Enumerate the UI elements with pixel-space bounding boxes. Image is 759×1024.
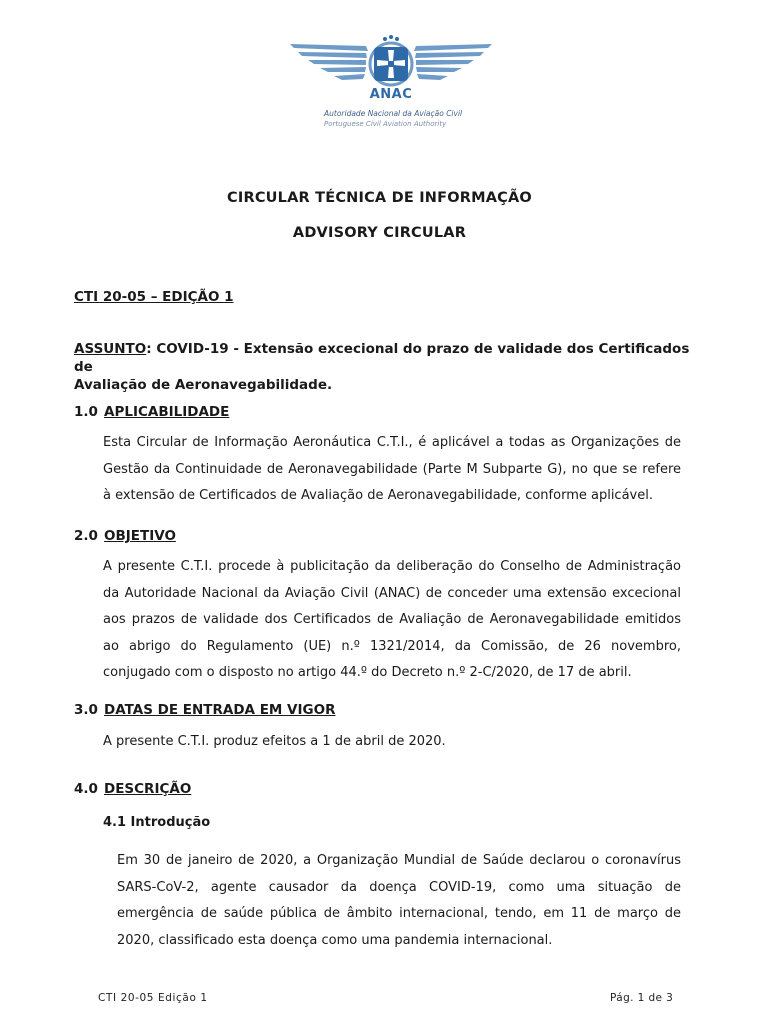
section-2-paragraph <box>103 554 681 687</box>
section-heading-1 <box>74 404 229 420</box>
anac-logo <box>286 34 496 134</box>
winged-cross-emblem <box>286 34 496 94</box>
paragraph-line: A presente C.T.I. procede à publicitação da deliberação do Conselho de Administração <box>103 559 681 574</box>
subject-block <box>74 340 694 394</box>
logo-acronym: ANAC <box>369 87 413 102</box>
section-number: 4.0 <box>74 781 98 797</box>
section-heading-3 <box>74 702 335 718</box>
document-reference: CTI 20-05 – EDIÇÃO 1 <box>74 289 234 305</box>
subject-label: ASSUNTO <box>74 341 147 357</box>
footer-document-id: CTI 20-05 Edição 1 <box>98 992 208 1004</box>
document-subtitle: ADVISORY CIRCULAR <box>292 225 467 241</box>
subject-text-line2: Avaliação de Aeronavegabilidade. <box>74 377 333 393</box>
paragraph-line: 2020, classificado esta doença como uma pandemia internacional. <box>117 932 553 948</box>
paragraph-line: aos prazos de validade dos Certificados de Avaliação de Aeronavegabilidade emitidos <box>103 612 681 627</box>
paragraph-line: Gestão da Continuidade de Aeronavegabilidade (Parte M Subparte G), no que se refere <box>103 461 681 477</box>
subject-text-line1: : COVID-19 - Extensão excecional do prazo de validade dos Certificados de <box>74 341 690 375</box>
section-number: 2.0 <box>74 528 98 544</box>
footer-page-number: Pág. 1 de 3 <box>610 992 674 1004</box>
paragraph-line: da Autoridade Nacional da Aviação Civil (ANAC) de conceder uma extensão excecional <box>103 585 681 601</box>
paragraph-line: Em 30 de janeiro de 2020, a Organização Mundial de Saúde declarou o coronavírus <box>117 853 681 868</box>
section-heading-2 <box>74 528 176 544</box>
paragraph-line: Esta Circular de Informação Aeronáutica C.T.I., é aplicável a todas as Organizações de <box>103 435 681 450</box>
section-3-paragraph <box>103 729 681 756</box>
paragraph-line: ao abrigo do Regulamento (UE) n.º 1321/2014, da Comissão, de 26 novembro, <box>103 638 681 654</box>
document-title: CIRCULAR TÉCNICA DE INFORMAÇÃO <box>227 190 532 206</box>
paragraph-line: A presente C.T.I. produz efeitos a 1 de abril de 2020. <box>103 734 446 749</box>
paragraph-line: conjugado com o disposto no artigo 44.º do Decreto n.º 2-C/2020, de 17 de abril. <box>103 665 632 680</box>
subsection-heading: 4.1 Introdução <box>103 815 211 830</box>
section-1-paragraph <box>103 430 681 510</box>
section-number: 1.0 <box>74 404 98 420</box>
logo-org-name: Autoridade Nacional da Aviação Civil <box>324 109 463 118</box>
section-title: OBJETIVO <box>104 528 176 544</box>
section-4-paragraph <box>117 848 681 954</box>
section-number: 3.0 <box>74 702 98 718</box>
paragraph-line: emergência de saúde pública de âmbito internacional, tendo, em 11 de março de <box>117 906 681 921</box>
paragraph-line: à extensão de Certificados de Avaliação de Aeronavegabilidade, conforme aplicável. <box>103 488 653 503</box>
section-title: DATAS DE ENTRADA EM VIGOR <box>104 702 336 718</box>
paragraph-line: SARS-CoV-2, agente causador da doença COVID-19, como uma situação de <box>117 879 681 895</box>
section-title: DESCRIÇÃO <box>104 781 192 797</box>
logo-org-name-english: Portuguese Civil Aviation Authority <box>324 120 447 128</box>
section-heading-4 <box>74 781 191 797</box>
section-title: APLICABILIDADE <box>104 404 230 420</box>
